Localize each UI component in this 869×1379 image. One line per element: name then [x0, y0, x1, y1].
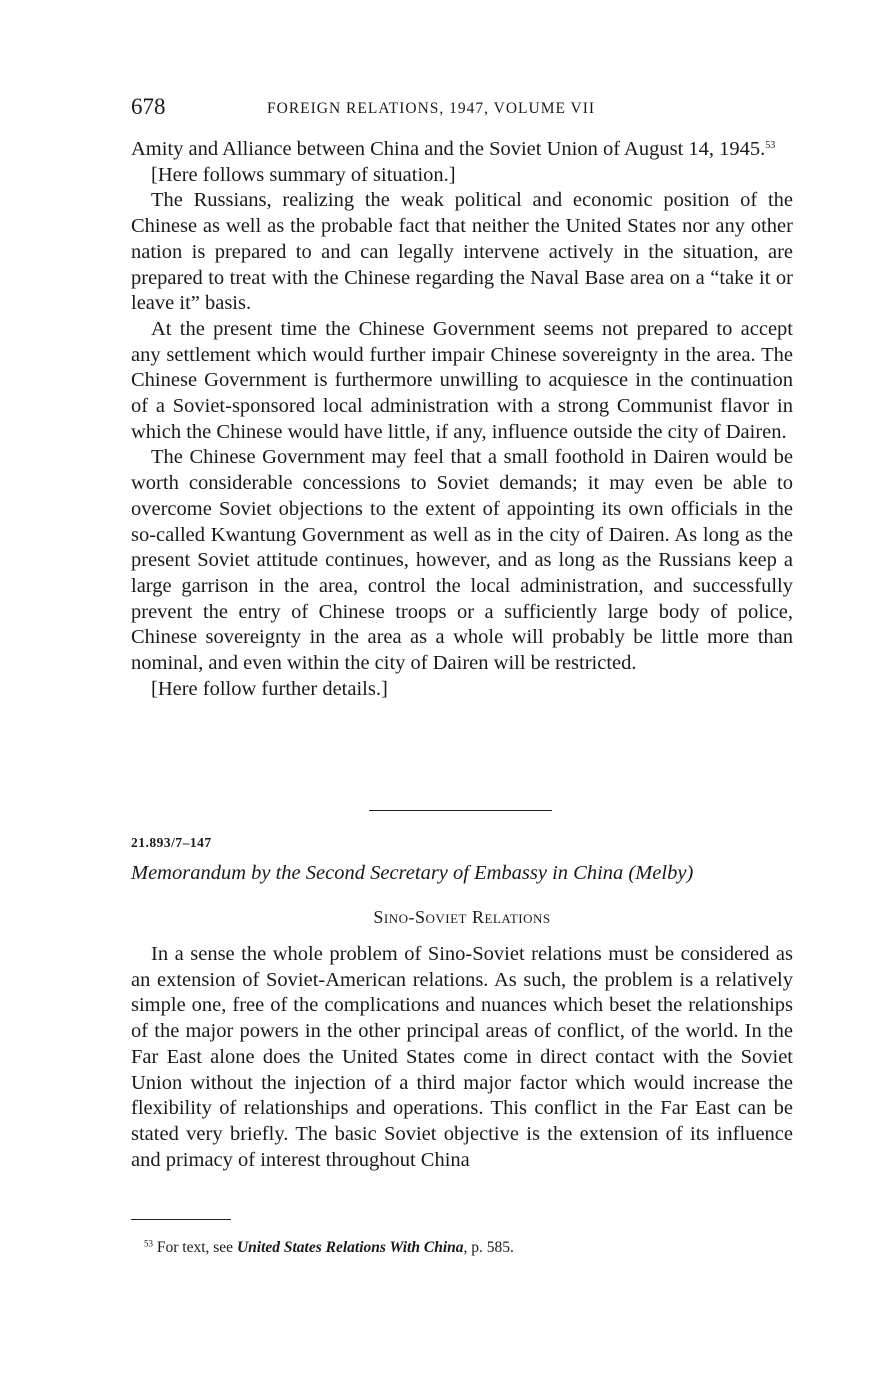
footnote-text-before: For text, see: [156, 1239, 237, 1256]
page-number: 678: [131, 94, 166, 119]
running-head: [131, 93, 793, 123]
paragraph-russian-position: The Russians, realizing the weak political and economic position of the Chinese as well as the probable fact that neither the United States nor any other nation is prepared to and can legally intervene actively in the situation, are prepared to treat with the Chinese regarding the Naval Base area on a “take it or leave it” basis.: [131, 189, 793, 315]
footnote-cited-title: United States Relations With China: [236, 1239, 464, 1256]
footnote-number: 53: [144, 1238, 153, 1249]
footnote-reference: 53: [765, 140, 776, 151]
paragraph-chinese-government: At the present time the Chinese Government seems not prepared to accept any settlement which would further impair Chinese sovereignty in the area. The Chinese Government is furthermore unwilling to acquiesce in the continuation of a Soviet-sponsored local administration with a strong Communist flavor in which the Chinese would have little, if any, influence outside the city of Dairen.: [131, 317, 793, 443]
section-title: Sino-Soviet Relations: [373, 907, 551, 927]
paragraph-editorial-note: [Here follows summary of situation.]: [151, 163, 456, 186]
paragraph-memo-body: In a sense the whole problem of Sino-Soviet relations must be considered as an extension of Soviet-American relations. As such, the problem is a relatively simple one, free of the complications and nuances which beset the relationships of the major powers in the other principal areas of conflict, of the world. In the Far East alone does the United States come in direct contact with the Soviet Union without the injection of a third major factor which would increase the flexibility of relationships and operations. This conflict in the Far East can be stated very briefly. The basic Soviet objective is the extension of its influence and primacy of interest throughout China: [131, 943, 793, 1171]
footnote-text-after: , p. 585.: [463, 1239, 514, 1256]
memo-body: [131, 942, 793, 1173]
section-divider: [369, 810, 552, 811]
paragraph-editorial-note-details: [Here follow further details.]: [151, 677, 388, 700]
paragraph-text: Amity and Alliance between China and the Soviet Union of August 14, 1945.: [131, 138, 766, 160]
running-head-title: FOREIGN RELATIONS, 1947, VOLUME VII: [267, 100, 596, 117]
footnote-rule: [131, 1219, 231, 1220]
document-title: Memorandum by the Second Secretary of Embassy in China (Melby): [131, 862, 694, 884]
footnote: [144, 1238, 784, 1258]
paragraph-treaty-continuation: [131, 137, 793, 163]
file-number: 21.893/7–147: [131, 835, 212, 850]
top-section: [131, 137, 793, 702]
paragraph-dairen-foothold: The Chinese Government may feel that a small foothold in Dairen would be worth considerable concessions to Soviet demands; it may even be able to overcome Soviet objections to the extent of appointing its own officials in the so-called Kwantung Government as well as in the city of Dairen. As long as the present Soviet attitude continues, however, and as long as the Russians keep a large garrison in the area, control the local administration, and successfully prevent the entry of Chinese troops or a sufficiently large body of police, Chinese sovereignty in the area as a whole will probably be little more than nominal, and even within the city of Dairen will be restricted.: [131, 446, 793, 675]
